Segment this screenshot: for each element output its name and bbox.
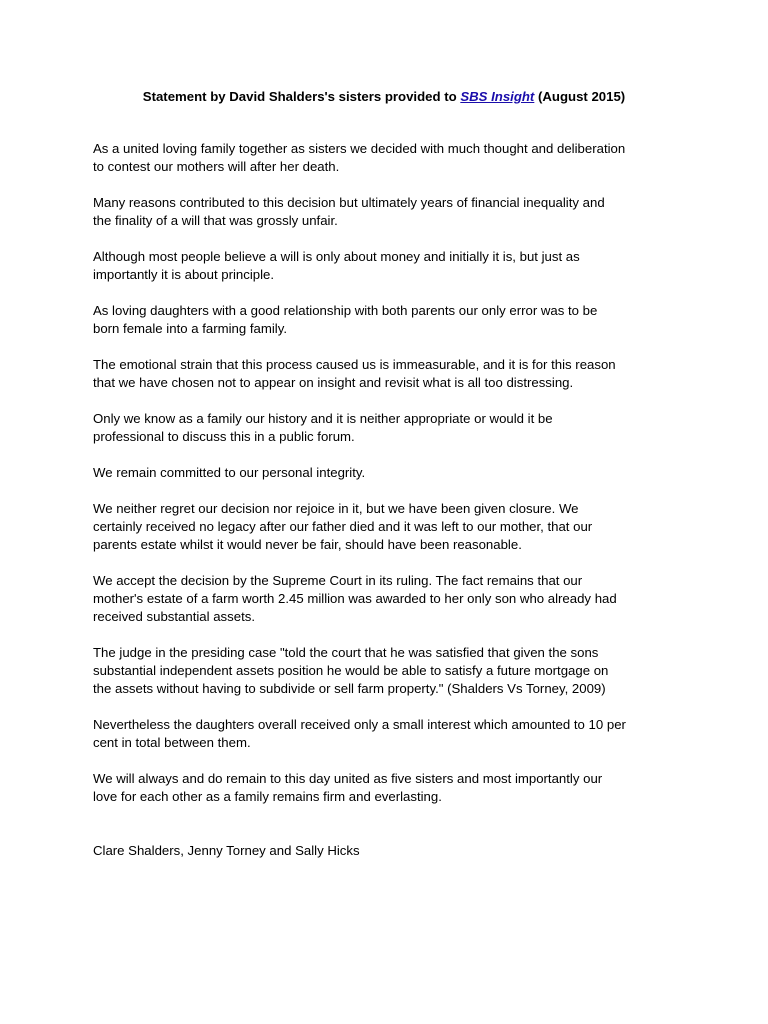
paragraph-12: We will always and do remain to this day united as five sisters and most importantly our love for each other as a family remains firm and everlasting. — [93, 771, 603, 804]
title-prefix: Statement by David Shalders's sisters provided to — [142, 89, 461, 104]
paragraph-3: Although most people believe a will is only about money and initially it is, but just as importantly it is about principle. — [93, 249, 580, 282]
paragraph-9: We accept the decision by the Supreme Court in its ruling. The fact remains that our mother's estate of a farm worth 2.45 million was awarded to her only son who already had received substantial assets. — [93, 573, 617, 624]
paragraph-4: As loving daughters with a good relationship with both parents our only error was to be born female into a farming family. — [93, 303, 598, 336]
paragraph-6: Only we know as a family our history and it is neither appropriate or would it be professional to discuss this in a public forum. — [93, 411, 553, 444]
document-title — [0, 88, 768, 106]
paragraph-7: We remain committed to our personal integrity. — [93, 465, 366, 480]
paragraph-10: The judge in the presiding case "told the court that he was satisfied that given the sons substantial independent assets position he would be able to satisfy a future mortgage on the assets without having to subdivide or sell farm property." (Shalders Vs Torney, 2009) — [93, 645, 609, 696]
paragraph-5: The emotional strain that this process caused us is immeasurable, and it is for this reason that we have chosen not to appear on insight and revisit what is all too distressing. — [93, 357, 616, 390]
paragraph-2: Many reasons contributed to this decision but ultimately years of financial inequality and the finality of a will that was grossly unfair. — [93, 195, 605, 228]
paragraph-11: Nevertheless the daughters overall received only a small interest which amounted to 10 per cent in total between them. — [93, 717, 626, 750]
paragraph-1: As a united loving family together as sisters we decided with much thought and deliberation to contest our mothers will after her death. — [93, 141, 626, 174]
title-suffix: (August 2015) — [534, 89, 626, 104]
sbs-insight-link[interactable]: SBS Insight — [460, 89, 535, 104]
paragraph-8: We neither regret our decision nor rejoice in it, but we have been given closure. We certainly received no legacy after our father died and it was left to our mother, that our parents estate whilst it would never be fair, should have been reasonable. — [93, 501, 593, 552]
statement-body — [93, 140, 683, 860]
signature-line: Clare Shalders, Jenny Torney and Sally Hicks — [93, 843, 360, 858]
